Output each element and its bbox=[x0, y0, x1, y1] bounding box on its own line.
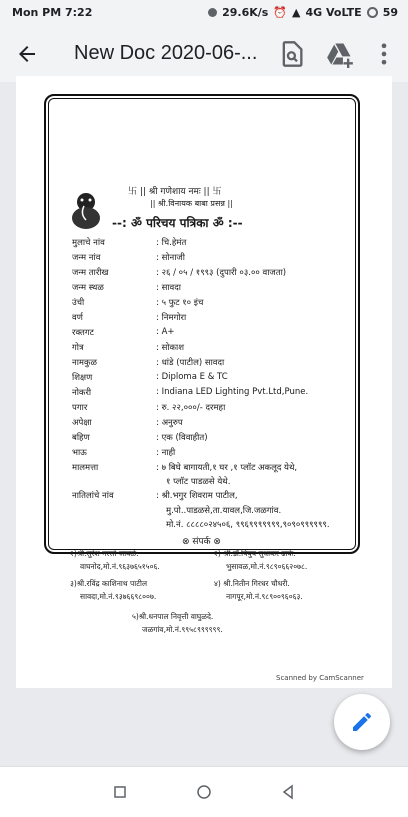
row-value: : श्री.भगुर शिवराम पाटील, bbox=[156, 491, 238, 501]
add-to-drive-icon[interactable] bbox=[326, 40, 354, 68]
row-label: वर्ण bbox=[72, 313, 83, 323]
row-label: मालमत्ता bbox=[72, 463, 99, 473]
page-invocation-sub: || श्री.विनायक बाबा प्रसन्न || bbox=[150, 199, 233, 208]
row-value: : सोनाजी bbox=[156, 253, 185, 263]
edit-button[interactable] bbox=[334, 694, 390, 750]
contact-heading: ⊗ संपर्क ⊗ bbox=[182, 537, 221, 547]
contact-name: १)श्री.सुरेश नरसो जावळे. bbox=[70, 549, 139, 558]
contact-detail: भुसावळ,मो.नं.९८९०६६२०७८. bbox=[226, 562, 308, 571]
contact-detail: जळगांव,मो.नं.९९५८९९९९९९. bbox=[142, 625, 223, 634]
row-label: नोकरी bbox=[72, 388, 92, 398]
row-value: : अनुरुप bbox=[156, 418, 183, 428]
network-speed: 29.6K/s bbox=[222, 6, 269, 19]
status-bar bbox=[0, 0, 408, 26]
row-value: : ७ बिघे बागायती,१ घर ,१ प्लॉट अकलूद येथे, bbox=[156, 463, 298, 473]
row-value: : निमगोरा bbox=[156, 313, 187, 323]
swastik-icon: 卐 bbox=[128, 187, 138, 197]
data-saver-icon bbox=[208, 8, 217, 17]
status-indicators bbox=[208, 6, 398, 19]
row-value: : धांडे (पाटील) सावदा bbox=[156, 358, 225, 368]
row-label: पगार bbox=[72, 403, 88, 413]
row-label: शिक्षण bbox=[72, 373, 93, 383]
row-label: जन्म नांव bbox=[72, 253, 101, 263]
row-value: : चि.हेमंत bbox=[156, 238, 187, 248]
row-value: : एक (विवाहीत) bbox=[156, 433, 208, 443]
alarm-icon: ⏰ bbox=[273, 6, 288, 19]
row-value: : सावदा bbox=[156, 283, 181, 293]
contact-name: २) श्री.डॉ.पियुष सुधाकर ढाके. bbox=[214, 549, 296, 558]
row-value: : A+ bbox=[156, 327, 175, 337]
row-label: नातिलांचे नांव bbox=[72, 491, 114, 501]
contact-detail: वाघनोद,मो.नं.९६३७६५१५०६. bbox=[80, 562, 160, 571]
app-bar bbox=[0, 26, 408, 82]
row-value-cont: मु.पो..पाडळसे,ता.यावल,जि.जळगांव. bbox=[166, 506, 282, 516]
row-value: : नाही bbox=[156, 448, 176, 458]
page-invocation: 卐 || श्री गणेशाय नमः || 卐 bbox=[128, 187, 222, 197]
row-value: : २६ / ०५ / १९९३ (दुपारी ०३.०० वाजता) bbox=[156, 268, 287, 278]
scanner-watermark: Scanned by CamScanner bbox=[276, 674, 364, 682]
row-value: : रु. २२,०००/- दरमहा bbox=[156, 403, 226, 413]
row-label: जन्म स्थळ bbox=[72, 283, 104, 293]
document-title: New Doc 2020-06-... bbox=[74, 42, 258, 64]
contact-detail: सावदा,मो.नं.९३७६६९८००७. bbox=[80, 592, 157, 601]
contact-detail: नागपूर,मो.नं.९८९००९६०६३. bbox=[226, 592, 303, 601]
find-in-page-icon[interactable] bbox=[278, 40, 306, 68]
battery-level: 59 bbox=[382, 6, 398, 19]
row-value: : Diploma E & TC bbox=[156, 372, 228, 382]
row-label: मुलाचे नांव bbox=[72, 238, 105, 248]
row-label: भाऊ bbox=[72, 448, 87, 458]
row-label: जन्म तारीख bbox=[72, 268, 109, 278]
row-label: बहिण bbox=[72, 433, 90, 443]
row-label: उंची bbox=[72, 298, 85, 308]
pencil-icon bbox=[350, 710, 374, 734]
row-value-cont: १ प्लॉट पाडळसे येथे. bbox=[166, 477, 231, 487]
battery-icon bbox=[367, 7, 378, 18]
status-time: Mon PM 7:22 bbox=[12, 6, 93, 19]
row-value: : Indiana LED Lighting Pvt.Ltd,Pune. bbox=[156, 387, 309, 397]
recents-icon[interactable] bbox=[112, 784, 128, 800]
contact-name: ३)श्री.रविंद्र काशिनाथ पाटील bbox=[70, 579, 148, 588]
ganesha-image bbox=[68, 190, 104, 230]
back-nav-icon[interactable] bbox=[280, 784, 296, 800]
row-value: : सोकाश bbox=[156, 343, 185, 353]
signal-icon: ▲ bbox=[292, 6, 301, 19]
swastik-icon: 卐 bbox=[212, 187, 222, 197]
network-type: 4G VoLTE bbox=[305, 6, 362, 19]
row-label: गोत्र bbox=[72, 343, 84, 353]
row-value: : ५ फुट १० इंच bbox=[156, 298, 204, 308]
arrow-back-icon[interactable] bbox=[14, 42, 40, 66]
contact-name: ५)श्री.धनपाल निवृत्ती वाघुळदे. bbox=[132, 612, 214, 621]
row-label: नामकुळ bbox=[72, 358, 97, 368]
system-nav-bar bbox=[0, 766, 408, 817]
contact-name: ४) श्री.नितीन गिरधर चौधरी. bbox=[214, 579, 290, 588]
page-heading: --: ॐ परिचय पत्रिका ॐ :-- bbox=[112, 216, 243, 230]
row-value-cont: मो.नं. ८८८८०२४५०६, ९९६९९९९९९९,९०९०९९९९९९. bbox=[166, 520, 330, 530]
row-label: अपेक्षा bbox=[72, 418, 92, 428]
more-vert-icon[interactable] bbox=[370, 40, 398, 68]
home-icon[interactable] bbox=[196, 784, 212, 800]
row-label: रक्तगट bbox=[72, 328, 94, 338]
